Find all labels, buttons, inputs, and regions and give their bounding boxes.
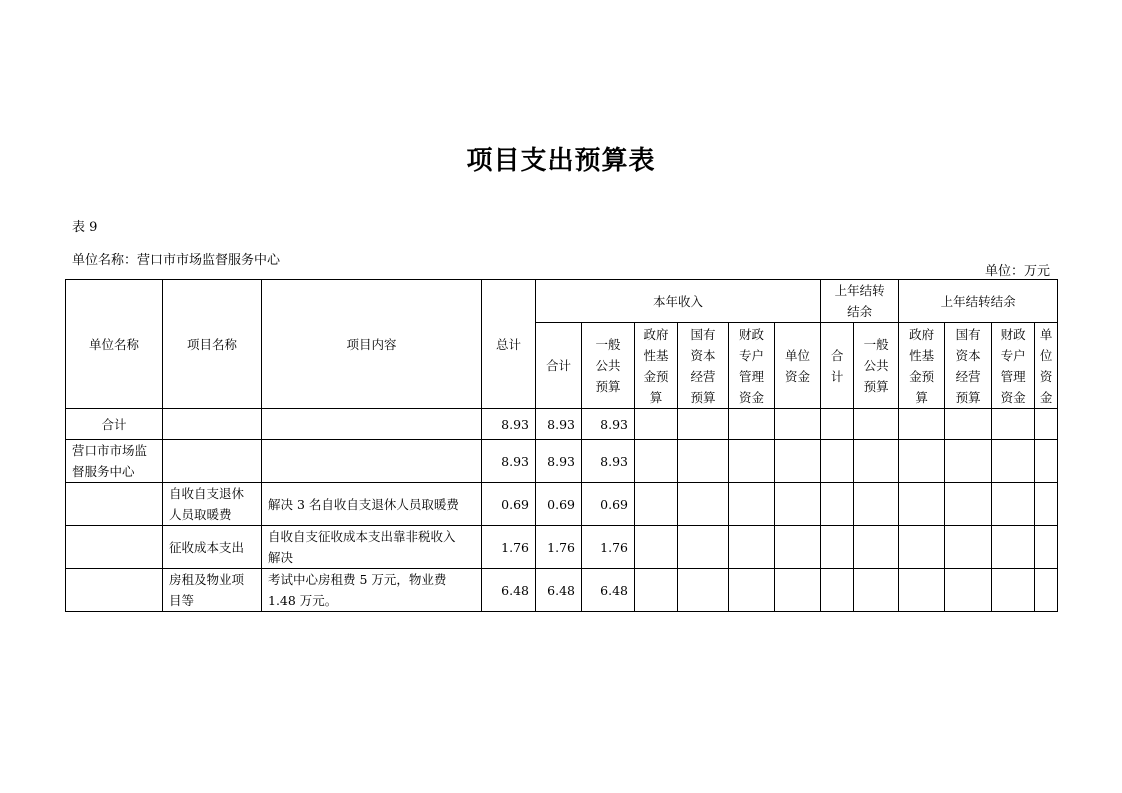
cell-empty (635, 440, 678, 483)
cell-general: 0.69 (582, 483, 635, 526)
table-row (66, 409, 1058, 440)
cell-general: 8.93 (582, 409, 635, 440)
cell-general: 1.76 (582, 526, 635, 569)
subheader-cell: 一般 公共 预算 (582, 323, 635, 409)
cell-empty (1035, 483, 1058, 526)
unit-name-label: 单位名称： (72, 253, 138, 268)
table-row (66, 440, 1058, 483)
cell-empty (729, 569, 775, 612)
subheader-cell: 国有 资本 经营 预算 (678, 323, 729, 409)
header-total: 总计 (482, 280, 536, 409)
subheader-cell: 单 位 资 金 (1035, 323, 1058, 409)
header-project-content: 项目内容 (262, 280, 482, 409)
cell-total: 8.93 (482, 440, 536, 483)
cell-content (262, 409, 482, 440)
cell-project (163, 409, 262, 440)
cell-empty (945, 440, 992, 483)
cell-empty (945, 483, 992, 526)
cell-empty (821, 569, 854, 612)
cell-sum: 0.69 (536, 483, 582, 526)
cell-empty (821, 409, 854, 440)
cell-empty (678, 483, 729, 526)
cell-empty (899, 526, 945, 569)
cell-empty (945, 526, 992, 569)
subheader-cell: 政府 性基 金预 算 (635, 323, 678, 409)
cell-empty (854, 569, 899, 612)
cell-empty (992, 440, 1035, 483)
cell-empty (729, 440, 775, 483)
cell-unit: 合计 (66, 409, 163, 440)
cell-empty (1035, 569, 1058, 612)
cell-empty (678, 526, 729, 569)
cell-general: 8.93 (582, 440, 635, 483)
cell-empty (945, 409, 992, 440)
cell-empty (1035, 526, 1058, 569)
unit-name-value: 营口市市场监督服务中心 (137, 253, 281, 268)
cell-unit (66, 483, 163, 526)
cell-empty (899, 440, 945, 483)
cell-sum: 8.93 (536, 440, 582, 483)
cell-unit (66, 569, 163, 612)
subheader-cell: 财政 专户 管理 资金 (729, 323, 775, 409)
cell-empty (854, 440, 899, 483)
cell-content: 自收自支征收成本支出靠非税收入 解决 (262, 526, 482, 569)
cell-empty (992, 569, 1035, 612)
cell-sum: 6.48 (536, 569, 582, 612)
cell-content: 解决 3 名自收自支退休人员取暖费 (262, 483, 482, 526)
cell-empty (821, 440, 854, 483)
cell-empty (775, 409, 821, 440)
subheader-cell: 国有 资本 经营 预算 (945, 323, 992, 409)
cell-empty (635, 526, 678, 569)
cell-general: 6.48 (582, 569, 635, 612)
cell-empty (775, 483, 821, 526)
cell-empty (854, 526, 899, 569)
table-row (66, 483, 1058, 526)
cell-empty (729, 483, 775, 526)
subheader-cell: 财政 专户 管理 资金 (992, 323, 1035, 409)
subheader-cell: 单位 资金 (775, 323, 821, 409)
cell-empty (729, 526, 775, 569)
cell-empty (775, 440, 821, 483)
cell-unit (66, 526, 163, 569)
cell-empty (635, 569, 678, 612)
cell-empty (678, 409, 729, 440)
subheader-cell: 政府 性基 金预 算 (899, 323, 945, 409)
cell-empty (1035, 440, 1058, 483)
page-title: 项目支出预算表 (466, 146, 656, 176)
cell-empty (854, 409, 899, 440)
cell-empty (899, 483, 945, 526)
cell-empty (821, 483, 854, 526)
cell-empty (635, 483, 678, 526)
header-project-name: 项目名称 (163, 280, 262, 409)
cell-content (262, 440, 482, 483)
cell-total: 8.93 (482, 409, 536, 440)
cell-project: 房租及物业项 目等 (163, 569, 262, 612)
cell-sum: 1.76 (536, 526, 582, 569)
header-last-year-balance: 上年结转 结余 (821, 280, 899, 323)
cell-unit: 营口市市场监 督服务中心 (66, 440, 163, 483)
cell-content: 考试中心房租费 5 万元，物业费 1.48 万元。 (262, 569, 482, 612)
cell-empty (775, 526, 821, 569)
budget-table (65, 279, 1058, 612)
cell-empty (899, 409, 945, 440)
cell-project (163, 440, 262, 483)
cell-sum: 8.93 (536, 409, 582, 440)
header-current-year-income: 本年收入 (536, 280, 821, 323)
cell-empty (945, 569, 992, 612)
cell-empty (775, 569, 821, 612)
cell-empty (678, 569, 729, 612)
cell-empty (899, 569, 945, 612)
cell-empty (729, 409, 775, 440)
subheader-cell: 一般 公共 预算 (854, 323, 899, 409)
subheader-cell: 合计 (536, 323, 582, 409)
unit-name-line (72, 249, 280, 268)
cell-empty (992, 409, 1035, 440)
cell-total: 1.76 (482, 526, 536, 569)
cell-empty (821, 526, 854, 569)
table-row (66, 526, 1058, 569)
cell-project: 征收成本支出 (163, 526, 262, 569)
header-unit-name: 单位名称 (66, 280, 163, 409)
unit-of-measure: 单位：万元 (984, 264, 1050, 279)
cell-empty (678, 440, 729, 483)
subheader-cell: 合 计 (821, 323, 854, 409)
table-number: 表 9 (72, 220, 98, 235)
cell-empty (1035, 409, 1058, 440)
cell-project: 自收自支退休 人员取暖费 (163, 483, 262, 526)
cell-empty (992, 483, 1035, 526)
table-row (66, 569, 1058, 612)
cell-empty (854, 483, 899, 526)
header-last-year-balance-group: 上年结转结余 (899, 280, 1058, 323)
cell-empty (635, 409, 678, 440)
cell-empty (992, 526, 1035, 569)
cell-total: 6.48 (482, 569, 536, 612)
cell-total: 0.69 (482, 483, 536, 526)
